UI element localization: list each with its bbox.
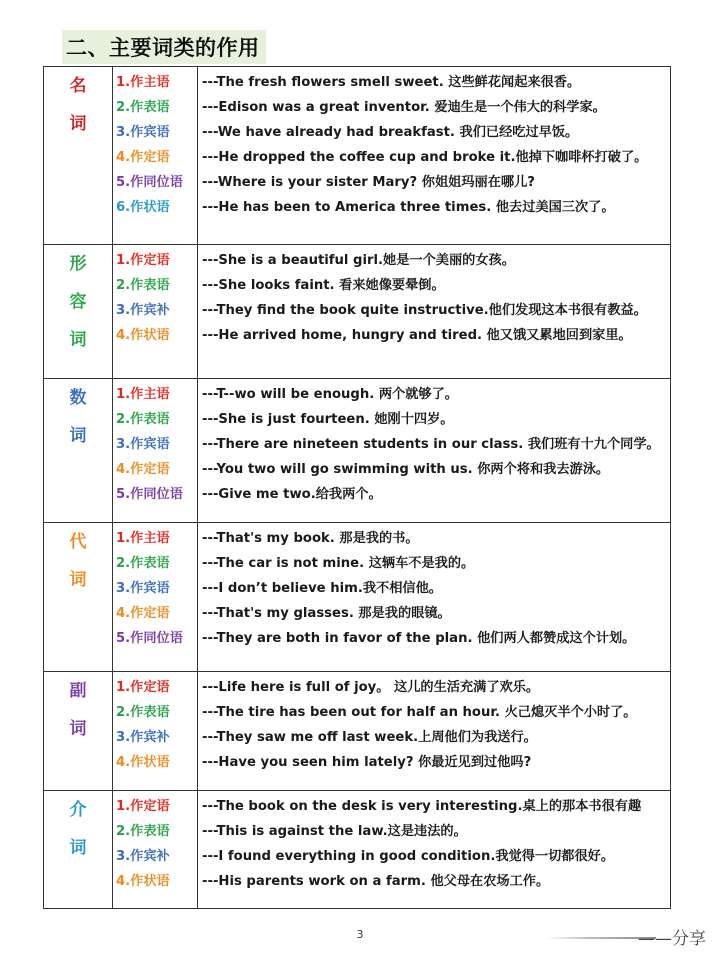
function-label: 4.作状语 xyxy=(116,874,170,889)
example-sentence: ---You two will go swimming with us. 你两个将和我去游泳。 xyxy=(202,462,610,477)
function-label: 3.作宾补 xyxy=(116,730,170,745)
example-sentence: ---There are nineteen students in our class. 我们班有十九个同学。 xyxy=(202,437,660,452)
example-sentence: ---The tire has been out for half an hour. 火己熄灭半个小时了。 xyxy=(202,705,637,720)
category-cell xyxy=(44,791,113,909)
function-label: 1.作定语 xyxy=(116,799,170,814)
function-label: 4.作定语 xyxy=(116,462,170,477)
category-cell xyxy=(44,245,113,379)
examples-cell xyxy=(198,523,671,672)
function-label: 1.作主语 xyxy=(116,387,170,402)
category-cell xyxy=(44,523,113,672)
category-char: 介 xyxy=(69,800,87,820)
section-row xyxy=(44,791,671,909)
example-sentence: ---He dropped the coffee cup and broke it.他掉下咖啡杯打破了。 xyxy=(202,150,648,165)
examples-cell xyxy=(198,245,671,379)
category-char: 词 xyxy=(69,426,87,446)
category-cell xyxy=(44,672,113,791)
category-char: 容 xyxy=(69,292,87,312)
section-row xyxy=(44,67,671,245)
examples-cell xyxy=(198,791,671,909)
example-sentence: ---The book on the desk is very interesting.桌上的那本书很有趣 xyxy=(202,799,642,814)
function-label: 2.作表语 xyxy=(116,824,170,839)
examples-cell xyxy=(198,672,671,791)
function-label: 4.作定语 xyxy=(116,150,170,165)
function-label: 5.作同位语 xyxy=(116,631,183,646)
function-label: 2.作表语 xyxy=(116,705,170,720)
function-label: 4.作状语 xyxy=(116,755,170,770)
example-sentence: ---The car is not mine. 这辆车不是我的。 xyxy=(202,556,475,571)
grammar-table xyxy=(43,66,671,909)
function-label: 6.作状语 xyxy=(116,200,170,215)
example-sentence: ---T--wo will be enough. 两个就够了。 xyxy=(202,387,458,402)
example-sentence: ---Life here is full of joy。 这儿的生活充满了欢乐。 xyxy=(202,680,540,695)
roles-cell xyxy=(113,245,198,379)
function-label: 1.作定语 xyxy=(116,253,170,268)
example-sentence: ---She looks faint. 看来她像要晕倒。 xyxy=(202,278,445,293)
function-label: 3.作宾语 xyxy=(116,581,170,596)
function-label: 1.作主语 xyxy=(116,75,170,90)
function-label: 1.作主语 xyxy=(116,531,170,546)
example-sentence: ---Have you seen him lately? 你最近见到过他吗? xyxy=(202,755,532,770)
example-sentence: ---She is a beautiful girl.她是一个美丽的女孩。 xyxy=(202,253,515,268)
category-char: 形 xyxy=(69,254,87,274)
section-row xyxy=(44,245,671,379)
examples-cell xyxy=(198,379,671,523)
function-label: 3.作宾语 xyxy=(116,125,170,140)
function-label: 2.作表语 xyxy=(116,100,170,115)
function-label: 5.作同位语 xyxy=(116,487,183,502)
roles-cell xyxy=(113,67,198,245)
category-char: 词 xyxy=(69,570,87,590)
function-label: 3.作宾补 xyxy=(116,849,170,864)
category-cell xyxy=(44,67,113,245)
function-label: 3.作宾补 xyxy=(116,303,170,318)
category-cell xyxy=(44,379,113,523)
page-title: 二、主要词类的作用 xyxy=(66,36,260,60)
example-sentence: ---They find the book quite instructive.他们发现这本书很有教益。 xyxy=(202,303,647,318)
function-label: 5.作同位语 xyxy=(116,175,183,190)
example-sentence: ---Where is your sister Mary? 你姐姐玛丽在哪儿? xyxy=(202,175,535,190)
example-sentence: ---The fresh flowers smell sweet. 这些鲜花闻起来很香。 xyxy=(202,75,581,90)
example-sentence: ---That's my book. 那是我的书。 xyxy=(202,531,419,546)
function-label: 4.作状语 xyxy=(116,328,170,343)
example-sentence: ---They saw me off last week.上周他们为我送行。 xyxy=(202,730,537,745)
title-highlight xyxy=(62,30,266,64)
example-sentence: ---Give me two.给我两个。 xyxy=(202,487,382,502)
section-row xyxy=(44,523,671,672)
section-row xyxy=(44,379,671,523)
category-char: 副 xyxy=(69,681,87,701)
examples-cell xyxy=(198,67,671,245)
category-char: 词 xyxy=(69,719,87,739)
category-char: 词 xyxy=(69,330,87,350)
example-sentence: ---He has been to America three times. 他去过美国三次了。 xyxy=(202,200,615,215)
example-sentence: ---He arrived home, hungry and tired. 他又饿又累地回到家里。 xyxy=(202,328,632,343)
example-sentence: ---Edison was a great inventor. 爱迪生是一个伟大的科学家。 xyxy=(202,100,606,115)
category-char: 词 xyxy=(69,838,87,858)
category-char: 代 xyxy=(69,532,87,552)
roles-cell xyxy=(113,379,198,523)
category-char: 数 xyxy=(69,388,87,408)
roles-cell xyxy=(113,523,198,672)
page-number: 3 xyxy=(356,928,364,941)
function-label: 2.作表语 xyxy=(116,412,170,427)
example-sentence: ---I found everything in good condition.我觉得一切都很好。 xyxy=(202,849,615,864)
example-sentence: ---This is against the law.这是违法的。 xyxy=(202,824,467,839)
example-sentence: ---She is just fourteen. 她刚十四岁。 xyxy=(202,412,454,427)
function-label: 4.作定语 xyxy=(116,606,170,621)
function-label: 2.作表语 xyxy=(116,556,170,571)
table-body xyxy=(44,67,671,909)
roles-cell xyxy=(113,791,198,909)
category-char: 词 xyxy=(69,114,87,134)
section-row xyxy=(44,672,671,791)
category-char: 名 xyxy=(69,76,87,96)
example-sentence: ---They are both in favor of the plan. 他们两人都赞成这个计划。 xyxy=(202,631,636,646)
example-sentence: ---That's my glasses. 那是我的眼镜。 xyxy=(202,606,451,621)
function-label: 2.作表语 xyxy=(116,278,170,293)
example-sentence: ---I don’t believe him.我不相信他。 xyxy=(202,581,442,596)
function-label: 3.作宾语 xyxy=(116,437,170,452)
share-label: ——分享 xyxy=(638,929,706,949)
example-sentence: ---His parents work on a farm. 他父母在农场工作。 xyxy=(202,874,550,889)
function-label: 1.作定语 xyxy=(116,680,170,695)
roles-cell xyxy=(113,672,198,791)
example-sentence: ---We have already had breakfast. 我们已经吃过早饭。 xyxy=(202,125,579,140)
